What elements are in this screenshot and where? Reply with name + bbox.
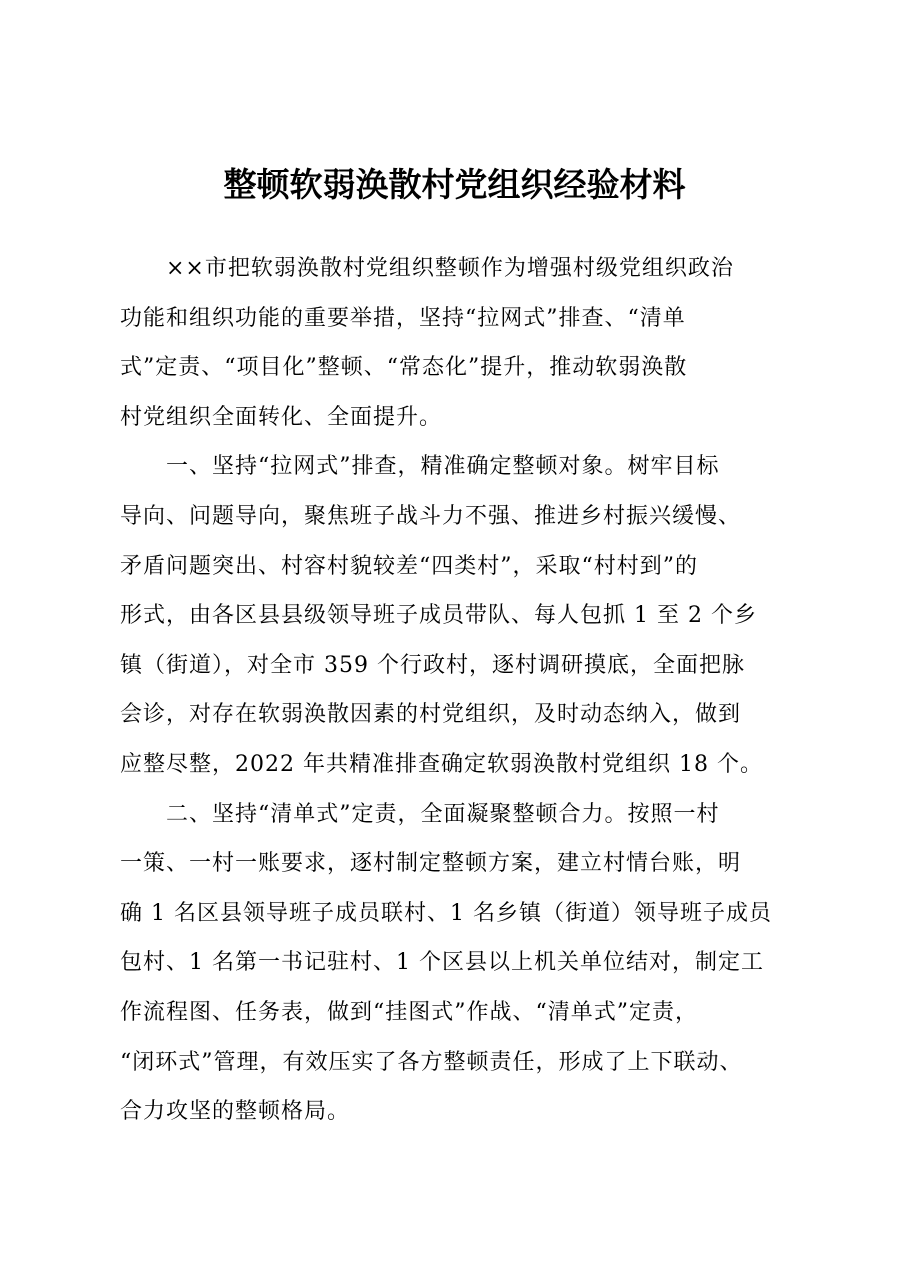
text-line: 确 1 名区县领导班子成员联村、1 名乡镇（街道）领导班子成员 (120, 900, 772, 926)
text-line: 包村、1 名第一书记驻村、1 个区县以上机关单位结对，制定工 (120, 950, 764, 976)
document-body (120, 244, 805, 1137)
paragraph-section-one (120, 442, 805, 789)
text-line: ××市把软弱涣散村党组织整顿作为增强村级党组织政治 (120, 256, 734, 281)
text-line: “闭环式”管理，有效压实了各方整顿责任，形成了上下联动、 (120, 1049, 743, 1075)
text-line: 会诊，对存在软弱涣散因素的村党组织，及时动态纳入，做到 (120, 702, 742, 728)
text-line: 形式，由各区县县级领导班子成员带队、每人包抓 1 至 2 个乡 (120, 603, 757, 629)
text-line: 一策、一村一账要求，逐村制定整顿方案，建立村情台账，明 (120, 851, 742, 877)
text-line: 合力攻坚的整顿格局。 (120, 1099, 351, 1125)
text-line: 二、坚持“清单式”定责，全面凝聚整顿合力。按照一村 (120, 801, 720, 827)
paragraph-intro (120, 244, 805, 442)
document-title: 整顿软弱涣散村党组织经验材料 (223, 165, 686, 204)
text-line: 应整尽整，2022 年共精准排查确定软弱涣散村党组织 18 个。 (120, 751, 763, 777)
text-line: 式”定责、“项目化”整顿、“常态化”提升，推动软弱涣散 (120, 355, 688, 381)
text-line: 功能和组织功能的重要举措，坚持“拉网式”排查、“清单 (120, 305, 686, 331)
text-line: 村党组织全面转化、全面提升。 (120, 404, 443, 430)
text-line: 导向、问题导向，聚焦班子战斗力不强、推进乡村振兴缓慢、 (120, 503, 742, 529)
text-line: 矛盾问题突出、村容村貌较差“四类村”，采取“村村到”的 (120, 553, 698, 579)
text-line: 作流程图、任务表，做到“挂图式”作战、“清单式”定责， (120, 999, 698, 1025)
text-line: 镇（街道），对全市 359 个行政村，逐村调研摸底，全面把脉 (120, 652, 745, 678)
text-line: 一、坚持“拉网式”排查，精准确定整顿对象。树牢目标 (120, 454, 720, 480)
paragraph-section-two (120, 790, 805, 1137)
